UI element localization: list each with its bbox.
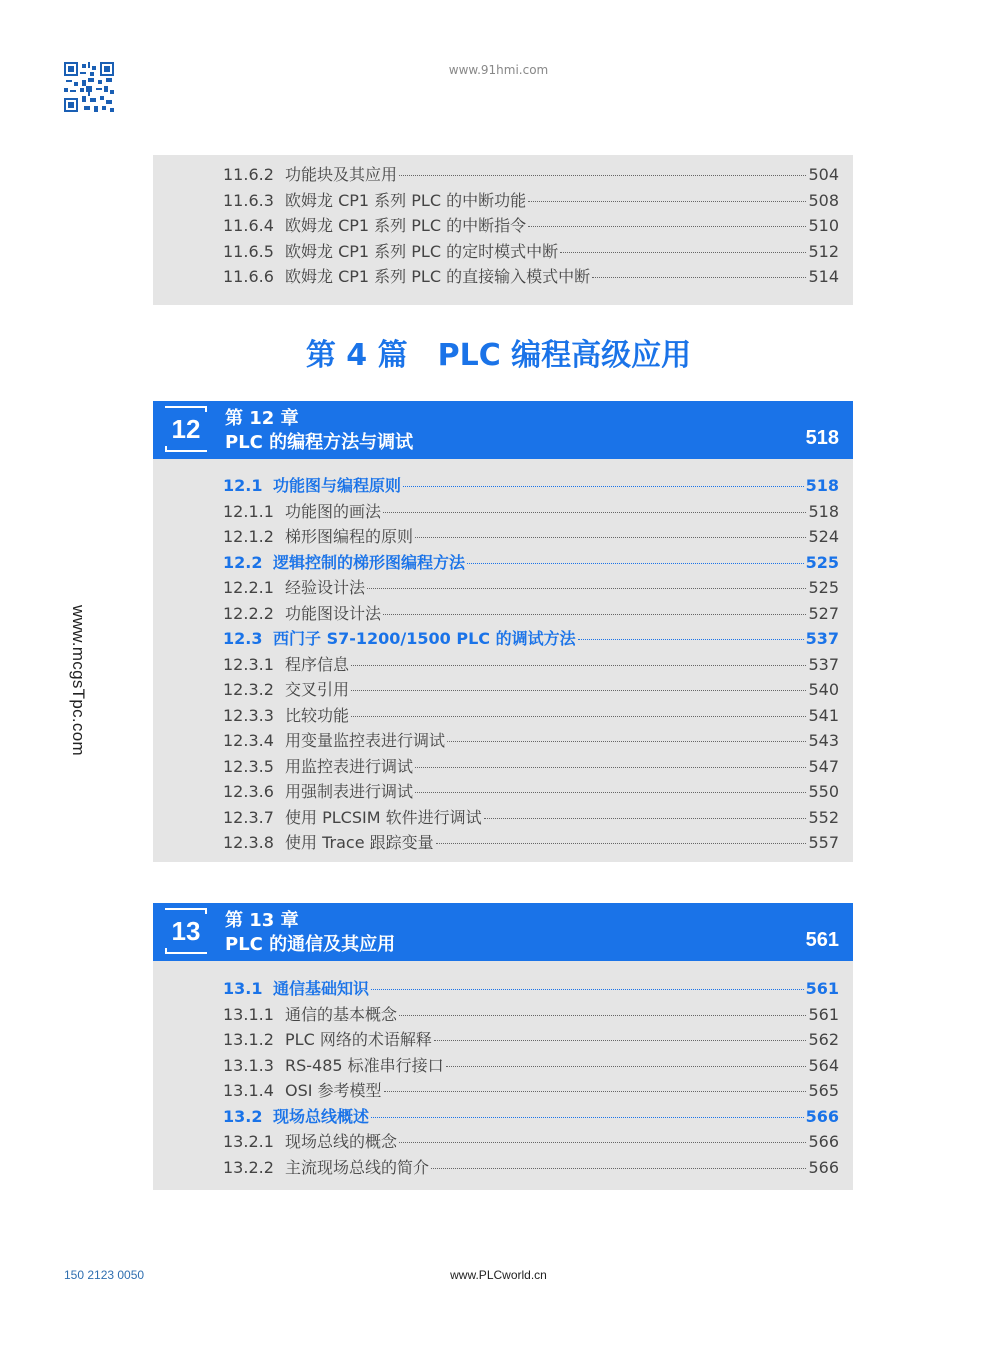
entry-title: 比较功能 (285, 705, 350, 725)
entry-title: 经验设计法 (285, 578, 366, 597)
prev-toc-list (223, 162, 839, 290)
bracket-bottom-icon (165, 446, 207, 452)
toc-entry[interactable] (223, 1129, 839, 1155)
toc-section[interactable] (223, 473, 839, 499)
entry-title: 通信基础知识 (273, 979, 370, 998)
entry-page: 561 (805, 979, 839, 998)
entry-title: RS-485 标准串行接口 (285, 1055, 444, 1075)
entry-page: 541 (808, 705, 839, 725)
leader-dots (371, 1117, 804, 1118)
entry-page: 518 (808, 501, 839, 521)
entry-number: 12.3.3 (223, 705, 274, 725)
toc-section[interactable] (223, 626, 839, 652)
chapter-toc-list (223, 976, 839, 1180)
chapter-label: 第 13 章 (225, 910, 299, 931)
chapter-header[interactable] (153, 903, 853, 961)
entry-number: 12.3.6 (223, 782, 274, 801)
bracket-top-icon (165, 908, 207, 914)
entry-title: 用强制表进行调试 (285, 782, 414, 801)
toc-entry[interactable] (223, 524, 839, 550)
entry-number: 13.1.1 (223, 1004, 274, 1024)
entry-number: 11.6.2 (223, 165, 274, 184)
leader-dots (447, 741, 806, 742)
entry-title: 欧姆龙 CP1 系列 PLC 的中断功能 (285, 190, 527, 210)
entry-title: 功能图的画法 (285, 501, 382, 521)
leader-dots (528, 226, 806, 227)
header-url: www.91hmi.com (448, 63, 549, 77)
entry-page: 518 (805, 476, 839, 495)
entry-title: 通信的基本概念 (285, 1004, 398, 1024)
leader-dots (351, 665, 806, 666)
chapter-header[interactable] (153, 401, 853, 459)
entry-page: 527 (808, 603, 839, 623)
toc-entry[interactable] (223, 1078, 839, 1104)
entry-title: 用监控表进行调试 (285, 756, 414, 776)
chapter-number: 12 (171, 414, 201, 444)
footer-url: www.PLCworld.cn (450, 1268, 547, 1282)
toc-entry[interactable] (223, 830, 839, 856)
entry-number: 12.1.2 (223, 527, 274, 546)
leader-dots (383, 512, 806, 513)
entry-number: 11.6.6 (223, 267, 274, 286)
chapter-toc-list (223, 473, 839, 856)
chapter-title: PLC 的编程方法与调试 (225, 432, 414, 453)
leader-dots (399, 1015, 806, 1016)
toc-entry[interactable] (223, 703, 839, 729)
entry-title: 现场总线的概念 (285, 1132, 398, 1151)
entry-number: 12.2.2 (223, 603, 274, 623)
entry-number: 12.3 (223, 629, 263, 648)
chapter-panel-13 (153, 903, 853, 1190)
bracket-top-icon (165, 406, 207, 412)
toc-entry[interactable] (223, 754, 839, 780)
toc-section[interactable] (223, 976, 839, 1002)
entry-page: 504 (808, 165, 839, 184)
toc-entry[interactable] (223, 575, 839, 601)
chapter-number-badge (165, 908, 207, 954)
entry-number: 12.3.8 (223, 833, 274, 852)
entry-number: 11.6.3 (223, 190, 274, 210)
entry-number: 13.1.4 (223, 1081, 274, 1100)
entry-number: 13.1.2 (223, 1030, 274, 1049)
chapter-panel-12 (153, 401, 853, 862)
entry-number: 12.3.2 (223, 680, 274, 699)
toc-entry[interactable] (223, 652, 839, 678)
entry-title: PLC 网络的术语解释 (285, 1030, 432, 1049)
toc-entry[interactable] (223, 805, 839, 831)
entry-title: 欧姆龙 CP1 系列 PLC 的中断指令 (285, 216, 527, 235)
entry-title: 主流现场总线的简介 (285, 1157, 430, 1177)
entry-number: 12.1 (223, 476, 263, 495)
toc-entry[interactable] (223, 1155, 839, 1181)
entry-page: 566 (805, 1106, 839, 1126)
entry-title: 功能图设计法 (285, 603, 382, 623)
entry-title: 使用 PLCSIM 软件进行调试 (285, 807, 482, 827)
leader-dots (403, 486, 804, 487)
entry-page: 508 (808, 190, 839, 210)
leader-dots (351, 716, 806, 717)
entry-title: 功能块及其应用 (285, 165, 398, 184)
entry-page: 550 (808, 782, 839, 801)
prev-toc-panel (153, 155, 853, 305)
leader-dots (436, 843, 807, 844)
entry-number: 13.2.1 (223, 1132, 274, 1151)
entry-number: 12.3.7 (223, 807, 274, 827)
entry-title: 西门子 S7-1200/1500 PLC 的调试方法 (273, 629, 576, 648)
toc-entry[interactable] (223, 1027, 839, 1053)
entry-number: 12.3.5 (223, 756, 274, 776)
leader-dots (383, 614, 806, 615)
entry-title: OSI 参考模型 (285, 1081, 382, 1100)
leader-dots (367, 588, 806, 589)
leader-dots (415, 792, 806, 793)
entry-page: 525 (805, 552, 839, 572)
entry-page: 525 (808, 578, 839, 597)
entry-title: 欧姆龙 CP1 系列 PLC 的定时模式中断 (285, 241, 559, 261)
leader-dots (578, 639, 804, 640)
chapter-label: 第 12 章 (225, 408, 299, 429)
leader-dots (446, 1066, 807, 1067)
leader-dots (431, 1168, 806, 1169)
entry-page: 564 (808, 1055, 839, 1075)
toc-entry[interactable] (223, 162, 839, 188)
entry-number: 12.3.1 (223, 654, 274, 674)
toc-entry[interactable] (223, 213, 839, 239)
entry-number: 11.6.5 (223, 241, 274, 261)
entry-page: 565 (808, 1081, 839, 1100)
entry-title: 使用 Trace 跟踪变量 (285, 833, 434, 852)
entry-title: 程序信息 (285, 654, 350, 674)
chapter-number-badge (165, 406, 207, 452)
toc-section[interactable] (223, 1104, 839, 1130)
entry-number: 13.2.2 (223, 1157, 274, 1177)
chapter-title: PLC 的通信及其应用 (225, 934, 396, 955)
leader-dots (384, 1091, 807, 1092)
entry-title: 欧姆龙 CP1 系列 PLC 的直接输入模式中断 (285, 267, 591, 286)
toc-entry[interactable] (223, 239, 839, 265)
entry-number: 12.3.4 (223, 731, 274, 750)
leader-dots (484, 818, 807, 819)
entry-page: 537 (805, 629, 839, 648)
leader-dots (351, 690, 806, 691)
leader-dots (415, 767, 806, 768)
leader-dots (592, 277, 806, 278)
toc-entry[interactable] (223, 779, 839, 805)
footer-phone: 150 2123 0050 (64, 1268, 145, 1282)
entry-title: 梯形图编程的原则 (285, 527, 414, 546)
toc-entry[interactable] (223, 264, 839, 290)
entry-page: 561 (808, 1004, 839, 1024)
leader-dots (528, 201, 806, 202)
entry-title: 用变量监控表进行调试 (285, 731, 446, 750)
entry-number: 11.6.4 (223, 216, 274, 235)
chapter-page: 518 (805, 427, 839, 449)
chapter-number: 13 (171, 916, 201, 946)
entry-page: 557 (808, 833, 839, 852)
entry-page: 537 (808, 654, 839, 674)
entry-page: 566 (808, 1157, 839, 1177)
entry-page: 510 (808, 216, 839, 235)
entry-page: 540 (808, 680, 839, 699)
entry-number: 13.2 (223, 1106, 263, 1126)
toc-entry[interactable] (223, 1053, 839, 1079)
entry-page: 552 (808, 807, 839, 827)
entry-number: 12.2 (223, 552, 263, 572)
entry-page: 562 (808, 1030, 839, 1049)
entry-page: 512 (808, 241, 839, 261)
leader-dots (399, 1142, 806, 1143)
entry-page: 547 (808, 756, 839, 776)
leader-dots (415, 537, 806, 538)
entry-title: 交叉引用 (285, 680, 350, 699)
entry-page: 514 (808, 267, 839, 286)
part-title: 第 4 篇 PLC 编程高级应用 (305, 338, 692, 373)
toc-entry[interactable] (223, 499, 839, 525)
entry-number: 12.2.1 (223, 578, 274, 597)
leader-dots (434, 1040, 807, 1041)
leader-dots (371, 989, 804, 990)
toc-entry[interactable] (223, 188, 839, 214)
entry-page: 524 (808, 527, 839, 546)
entry-title: 现场总线概述 (273, 1106, 370, 1126)
leader-dots (467, 563, 804, 564)
leader-dots (399, 175, 806, 176)
entry-number: 13.1 (223, 979, 263, 998)
toc-entry[interactable] (223, 601, 839, 627)
entry-title: 功能图与编程原则 (273, 476, 402, 495)
chapter-page: 561 (805, 929, 839, 951)
entry-page: 543 (808, 731, 839, 750)
entry-number: 13.1.3 (223, 1055, 274, 1075)
entry-number: 12.1.1 (223, 501, 274, 521)
bracket-bottom-icon (165, 948, 207, 954)
side-url: www.mcgsTpc.com (69, 605, 88, 756)
toc-entry[interactable] (223, 677, 839, 703)
toc-entry[interactable] (223, 728, 839, 754)
toc-entry[interactable] (223, 1002, 839, 1028)
entry-title: 逻辑控制的梯形图编程方法 (273, 552, 466, 572)
entry-page: 566 (808, 1132, 839, 1151)
leader-dots (560, 252, 806, 253)
toc-section[interactable] (223, 550, 839, 576)
